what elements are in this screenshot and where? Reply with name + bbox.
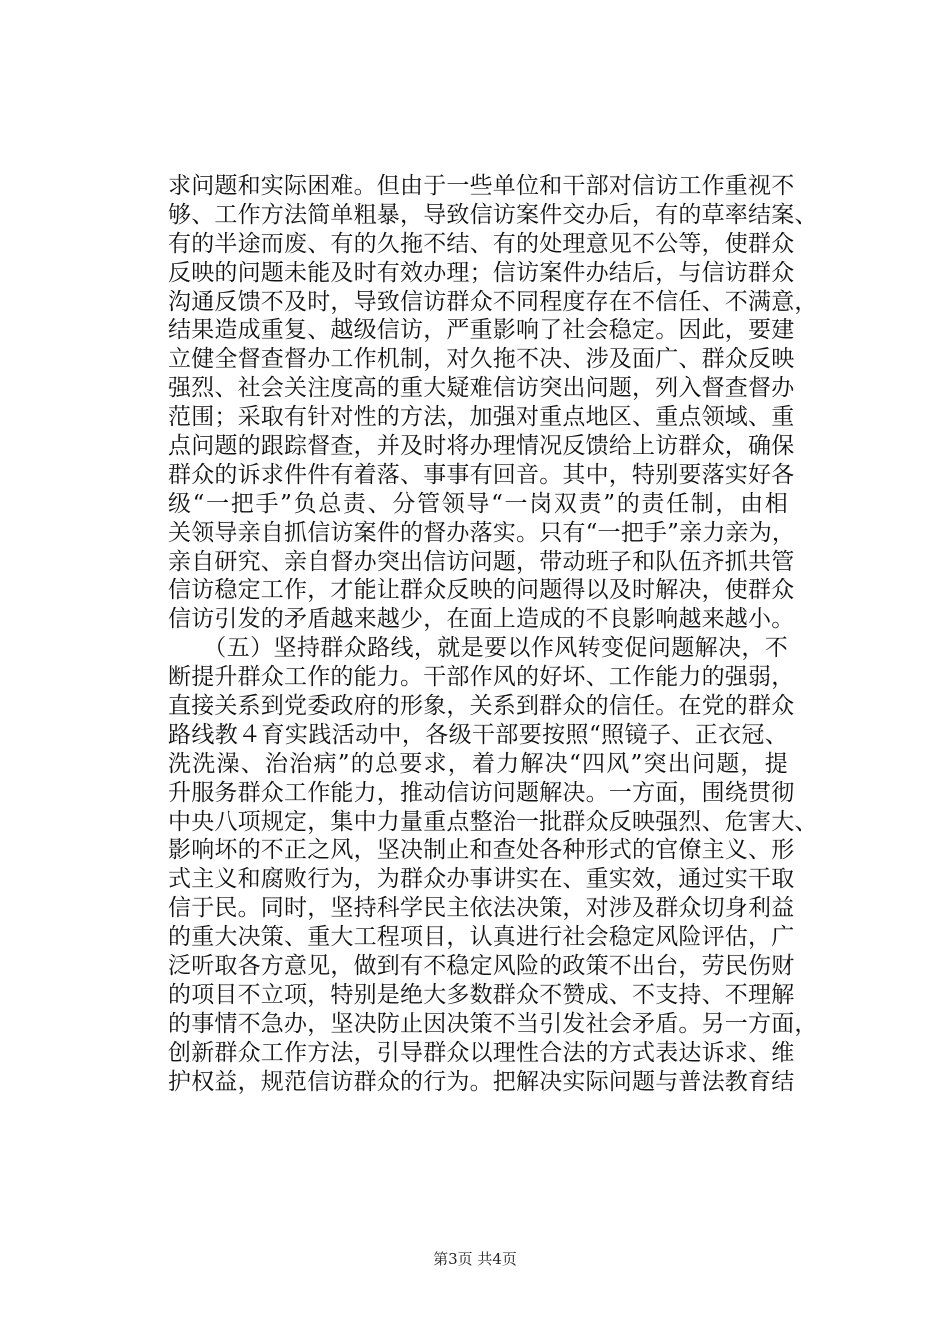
text-line: 关领导亲自抓信访案件的督办落实。只有“一把手”亲力亲为， (168, 519, 796, 546)
text-line: 范围；采取有针对性的方法，加强对重点地区、重点领域、重 (168, 404, 795, 431)
text-line: 的项目不立项，特别是绝大多数群众不赞成、不支持、不理解 (168, 981, 795, 1008)
text-line: （五）坚持群众路线，就是要以作风转变促问题解决，不 (168, 635, 788, 662)
text-line: 信访引发的矛盾越来越少，在面上造成的不良影响越来越小。 (168, 606, 795, 633)
text-line: 级“一把手”负总责、分管领导“一岗双责”的责任制，由相 (168, 490, 788, 517)
text-line: 断提升群众工作的能力。干部作风的好坏、工作能力的强弱， (168, 664, 795, 691)
text-line: 创新群众工作方法，引导群众以理性合法的方式表达诉求、维 (168, 1039, 795, 1066)
text-line: 信于民。同时，坚持科学民主依法决策，对涉及群众切身利益 (168, 895, 795, 922)
page-footer (0, 1248, 950, 1269)
text-line: 影响坏的不正之风，坚决制止和查处各种形式的官僚主义、形 (168, 837, 795, 864)
text-line: 强烈、社会关注度高的重大疑难信访突出问题，列入督查督办 (168, 375, 795, 402)
text-line: 够、工作方法简单粗暴，导致信访案件交办后，有的草率结案、 (168, 201, 818, 228)
text-line: 点问题的跟踪督查，并及时将办理情况反馈给上访群众，确保 (168, 433, 795, 460)
text-line: 直接关系到党委政府的形象，关系到群众的信任。在党的群众 (168, 693, 795, 720)
text-line: 反映的问题未能及时有效办理；信访案件办结后，与信访群众 (168, 259, 795, 286)
text-line: 立健全督查督办工作机制，对久拖不决、涉及面广、群众反映 (168, 346, 795, 373)
text-line: 升服务群众工作能力，推动信访问题解决。一方面，围绕贯彻 (168, 779, 795, 806)
page-number-label: 第3页 共4页 (433, 1250, 517, 1268)
text-line: 护权益，规范信访群众的行为。把解决实际问题与普法教育结 (168, 1068, 795, 1095)
text-line: 信访稳定工作，才能让群众反映的问题得以及时解决，使群众 (168, 577, 795, 604)
text-line: 亲自研究、亲自督办突出信访问题，带动班子和队伍齐抓共管 (168, 548, 795, 575)
text-line: 群众的诉求件件有着落、事事有回音。其中，特别要落实好各 (168, 461, 795, 488)
text-line: 求问题和实际困难。但由于一些单位和干部对信访工作重视不 (168, 173, 795, 199)
text-line: 式主义和腐败行为，为群众办事讲实在、重实效，通过实干取 (168, 866, 795, 893)
text-line: 结果造成重复、越级信访，严重影响了社会稳定。因此，要建 (168, 317, 795, 344)
text-line: 中央八项规定，集中力量重点整治一批群众反映强烈、危害大、 (168, 808, 818, 835)
text-line: 洗洗澡、治治病”的总要求，着力解决“四风”突出问题，提 (168, 750, 788, 777)
text-line: 路线教４育实践活动中，各级干部要按照“照镜子、正衣冠、 (168, 721, 788, 748)
text-line: 的事情不急办，坚决防止因决策不当引发社会矛盾。另一方面， (168, 1010, 818, 1037)
paragraph-2 (168, 634, 818, 1096)
text-line: 泛听取各方意见，做到有不稳定风险的政策不出台，劳民伤财 (168, 953, 795, 980)
text-line: 的重大决策、重大工程项目，认真进行社会稳定风险评估，广 (168, 924, 795, 951)
document-body (168, 172, 818, 1097)
text-line: 沟通反馈不及时，导致信访群众不同程度存在不信任、不满意， (168, 288, 818, 315)
paragraph-1 (168, 172, 818, 634)
text-line: 有的半途而废、有的久拖不结、有的处理意见不公等，使群众 (168, 230, 795, 257)
